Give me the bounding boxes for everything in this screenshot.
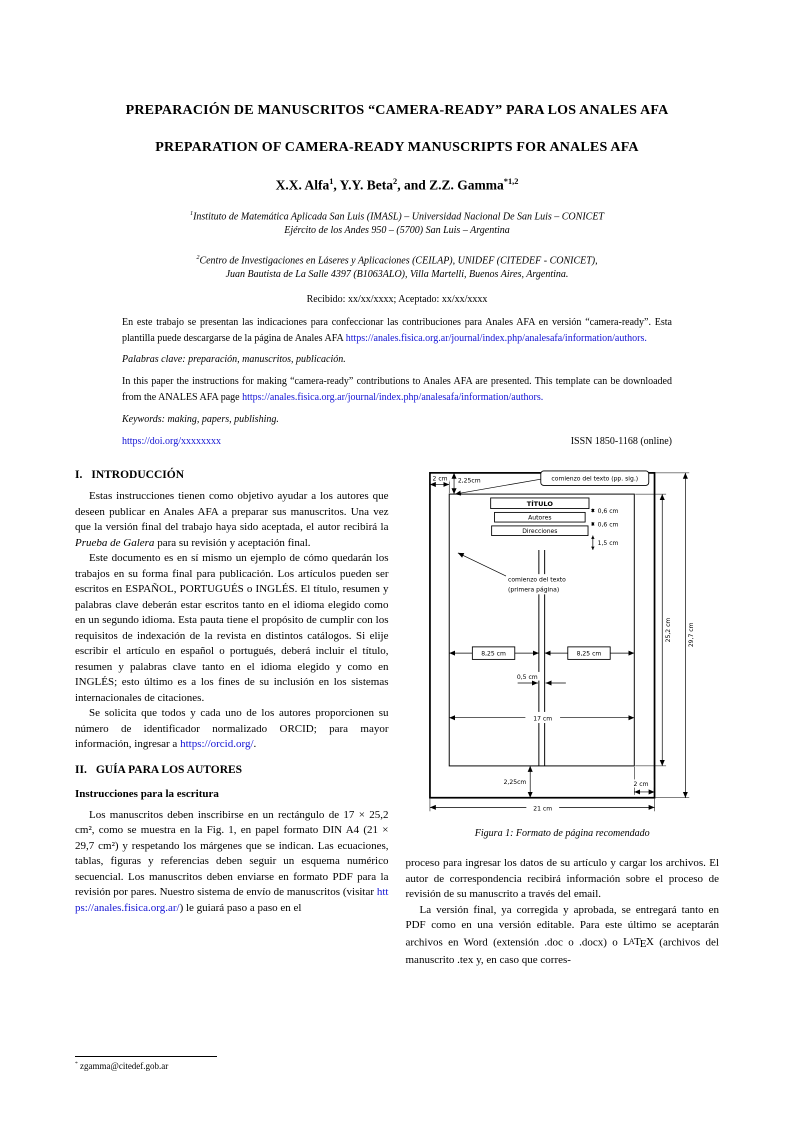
affiliation-1 xyxy=(70,207,724,238)
doi-issn-row xyxy=(122,436,672,447)
figure-caption xyxy=(406,826,720,842)
paragraph-text: . xyxy=(253,738,257,751)
affiliation-text: Centro de Investigaciones en Láseres y Aplicaciones (CEILAP), UNIDEF (CITEDEF - CONICET), xyxy=(199,255,598,267)
paragraph-text: ) le guiará paso a paso en el xyxy=(179,901,302,914)
page-height-label: 29,7 cm xyxy=(688,622,696,647)
paper-header xyxy=(70,0,724,305)
right-margin-label: 2 cm xyxy=(633,780,649,788)
affiliation-line: Juan Bautista de La Salle 4397 (B1063ALO), Villa Martelli, Buenos Aires, Argentina. xyxy=(225,269,569,281)
doi-link[interactable]: https://doi.org/xxxxxxxx xyxy=(122,435,221,447)
issn-label: ISSN 1850-1168 (online) xyxy=(570,435,672,447)
abstract-spanish xyxy=(122,315,672,346)
affiliation-line: Ejército de los Andes 950 – (5700) San Luis – Argentina xyxy=(284,224,510,236)
received-accepted-line: Recibido: xx/xx/xxxx; Aceptado: xx/xx/xxxx xyxy=(306,294,488,306)
abstract-url-link[interactable]: https://anales.fisica.org.ar/journal/index.php/analesafa/information/authors. xyxy=(345,332,647,344)
author-name: X.X. Alfa xyxy=(275,177,330,193)
titulo-label: TÍTULO xyxy=(526,499,554,508)
authors-line xyxy=(70,177,724,194)
title-spanish: PREPARACIÓN DE MANUSCRITOS “CAMERA-READY” PARA LOS ANALES AFA xyxy=(125,103,669,118)
right-column xyxy=(406,468,720,969)
figure-caption-text: Formato de página recomendado xyxy=(515,827,650,839)
abstract-url-link[interactable]: https://anales.fisica.org.ar/journal/index.php/analesafa/information/authors. xyxy=(242,391,544,403)
figure-1 xyxy=(406,470,720,842)
author-separator: , xyxy=(333,177,340,193)
section-number: I. xyxy=(75,468,83,481)
footnote-email: zgamma@citedef.gob.ar xyxy=(80,1061,169,1071)
footnote-rule xyxy=(75,1056,217,1057)
col-width-right-label: 8,25 cm xyxy=(576,650,602,658)
affiliation-text: Instituto de Matemática Aplicada San Luis (IMASL) – Universidad Nacional De San Luis – CONICET xyxy=(193,210,604,222)
col-width-left-label: 8,25 cm xyxy=(481,650,507,658)
section-heading-guia xyxy=(75,763,389,779)
latex-logo: LATEX xyxy=(623,936,654,951)
start-first-page-label: (primera página) xyxy=(508,585,560,593)
arrow-start-first-page xyxy=(458,552,506,575)
orcid-link[interactable]: https://orcid.org/ xyxy=(180,738,254,751)
paragraph: proceso para ingresar los datos de su artículo y cargar los archivos. El autor de correspondencia recibirá información sobre el proceso de revisión de su manuscrito a través del email. xyxy=(405,857,719,901)
keywords-spanish: Palabras clave: preparación, manuscritos, publicación. xyxy=(122,354,346,366)
page-format-diagram xyxy=(427,470,697,817)
abstract-text: En este trabajo se presentan las indicaciones para confeccionar las contribuciones para Anales AFA en versión “camera-ready”. Esta plantilla puede descargarse de la página de Anales AFA xyxy=(122,317,672,344)
titulo-gap-label: 0,6 cm xyxy=(597,507,619,515)
footnote xyxy=(75,1056,217,1071)
author-separator: , and xyxy=(397,177,430,193)
paragraph xyxy=(406,903,720,969)
direcciones-label: Direcciones xyxy=(522,527,558,535)
affiliation-line xyxy=(70,207,724,224)
header-gap-label: 1,5 cm xyxy=(597,539,619,547)
affiliation-line xyxy=(70,251,724,268)
abstract-block xyxy=(122,315,672,446)
affiliation-2 xyxy=(70,251,724,282)
abstract-english xyxy=(122,374,672,405)
affiliation-sup: 2 xyxy=(196,253,200,261)
paragraph xyxy=(75,706,389,753)
start-next-pages-label: comienzo del texto (pp. sig.) xyxy=(551,474,639,482)
subsection-heading: Instrucciones para la escritura xyxy=(75,788,219,801)
text-height-label: 25,2 cm xyxy=(665,617,673,642)
left-margin-label: 2 cm xyxy=(432,475,448,483)
anales-link[interactable]: https://anales.fisica.org.ar/ xyxy=(75,886,389,914)
author-name: Y.Y. Beta xyxy=(339,177,394,193)
figure-caption-label: Figura 1: xyxy=(474,827,514,839)
paragraph-text: Se solicita que todos y cada uno de los autores proporcionen su número de identificador normalizado ORCID; para mayor información, ingresar a xyxy=(75,707,389,751)
paragraph xyxy=(75,489,389,551)
italic-phrase: Prueba de Galera xyxy=(75,536,155,549)
footnote-marker: * xyxy=(75,1061,78,1067)
paragraph-text: Los manuscritos deben inscribirse en un rectángulo de 17 × 25,2 cm², como se muestra en la Fig. 1, en papel formato DIN A4 (21 × 29,7 cm²) y respetando los márgenes que se indican. Las ecuaciones, tablas, figuras y referencias deben seguir un esquema numérico secuencial. Los manuscritos deben enviarse en formato PDF para la revisión por pares. Nuestro sistema de envío de manuscritos (visitar xyxy=(75,808,389,899)
paragraph: Este documento es en sí mismo un ejemplo de cómo quedarán los trabajos en su forma final para publicación. Los artículos pueden ser escritos en ESPAÑOL, PORTUGUÉS o INGLÉS. El título, resumen y palabras clave deberán estar escritos tanto en el idioma elegido como en un segundo idioma. Esta pauta tiene el propósito de cumplir con los requisitos de indexación de la revista en distintos catálogos. Si elije escribir el artículo en español o portugués, deberá incluir el título, resumen y palabras clave tanto en el idioma elegido y como en INGLÉS; esto último es a los fines de su inclusión en los sistemas internacionales de citaciones. xyxy=(75,552,389,704)
col-gap-label: 0,5 cm xyxy=(517,673,538,681)
autores-gap-label: 0,6 cm xyxy=(597,520,619,528)
start-first-page-label: comienzo del texto xyxy=(508,575,567,583)
author-affil-sup: 2 xyxy=(393,177,398,186)
section-title: INTRODUCCIÓN xyxy=(91,468,185,481)
author-affil-sup: *1,2 xyxy=(503,177,519,186)
paragraph xyxy=(75,808,389,917)
abstract-text: In this paper the instructions for making “camera-ready” contributions to Anales AFA are presented. This template can be downloaded from the ANALES AFA page xyxy=(122,376,672,403)
section-title: GUÍA PARA LOS AUTORES xyxy=(95,763,243,776)
keywords-english: Keywords: making, papers, publishing. xyxy=(122,413,279,425)
paragraph-text: Estas instrucciones tienen como objetivo ayudar a los autores que deseen publicar en Anales AFA a preparar sus manuscritos. Una vez que la versión final del trabajo haya sido aceptada, el autor recibirá la xyxy=(75,490,389,534)
section-heading-introduccion xyxy=(75,468,389,484)
author-name: Z.Z. Gamma xyxy=(429,177,504,193)
affiliation-sup: 1 xyxy=(189,209,194,217)
autores-label: Autores xyxy=(528,513,552,521)
left-column xyxy=(75,468,389,969)
bottom-margin-label: 2,25cm xyxy=(503,778,527,786)
author-affil-sup: 1 xyxy=(329,177,334,186)
text-width-label: 17 cm xyxy=(533,715,553,723)
two-column-body xyxy=(75,468,719,969)
section-number: II. xyxy=(75,763,87,776)
paragraph-text: para su revisión y aceptación final. xyxy=(154,536,311,549)
page-width-label: 21 cm xyxy=(533,804,553,812)
paragraph-text: La versión final, ya corregida y aprobada, se entregará tanto en PDF como en una versión editable. Para este último se aceptarán archivos en Word (extensión .doc o .docx) o xyxy=(405,903,719,949)
top-margin-label: 2,25cm xyxy=(458,477,481,485)
paragraph-text: (archivos del manuscrito .tex y, en caso que corres- xyxy=(405,936,719,966)
title-english: PREPARATION OF CAMERA-READY MANUSCRIPTS FOR ANALES AFA xyxy=(155,140,639,155)
